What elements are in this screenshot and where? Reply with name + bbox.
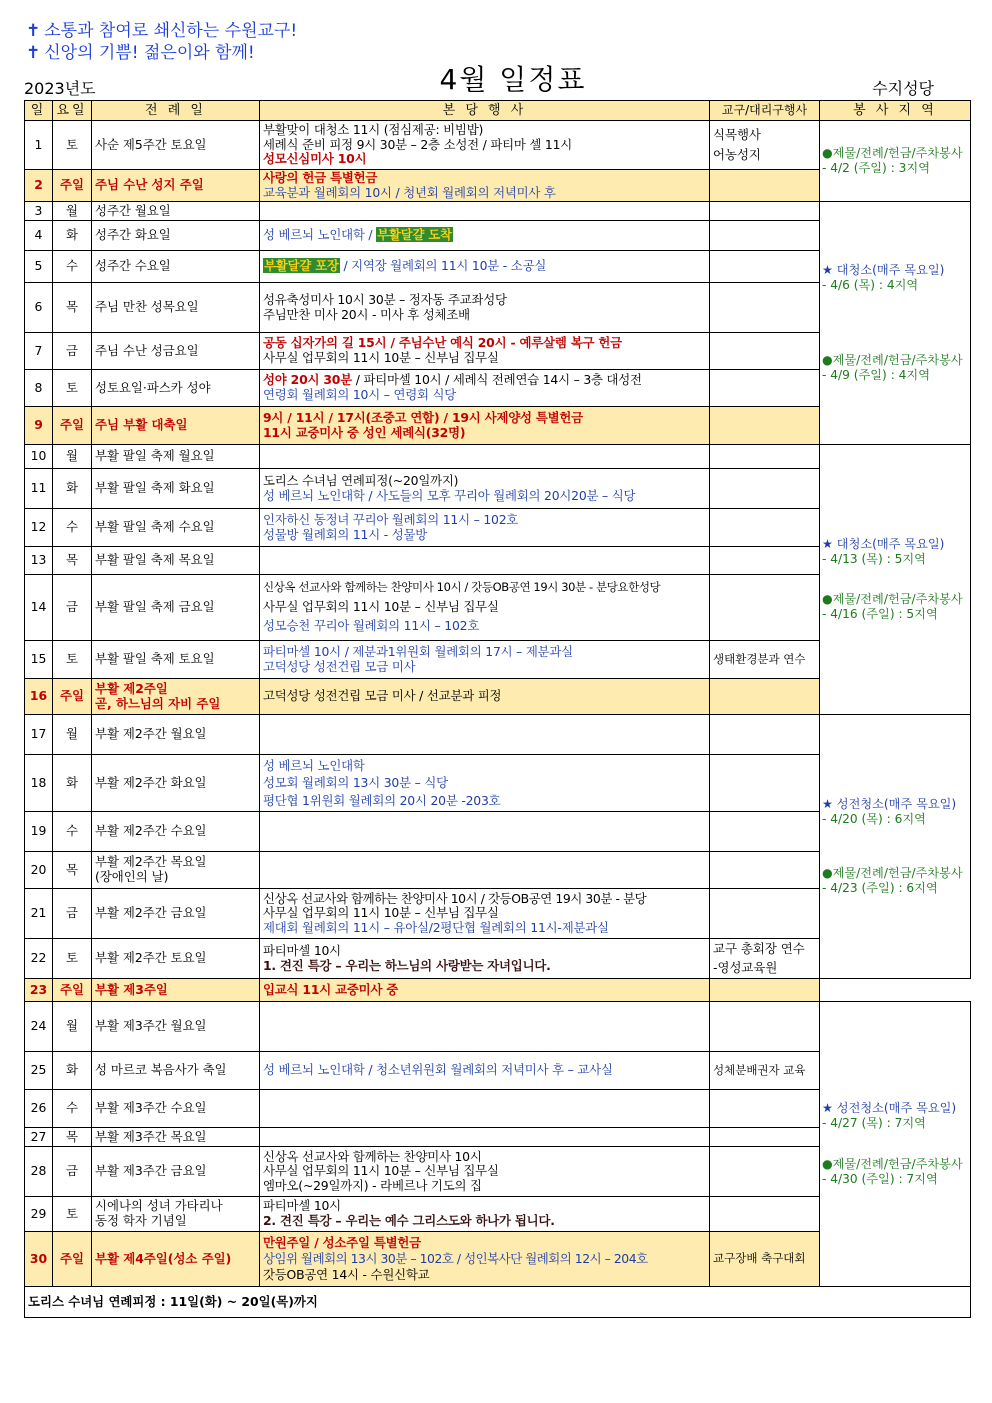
table-row: 22 토 부활 제2주간 토요일 파티마셀 10시 1. 견진 특강 – 우리는 하느님의 사랑받는 자녀입니다. 교구 총회장 연수 -영성교육원 <box>25 939 971 979</box>
cross-icon: ✝ <box>26 43 41 63</box>
events-cell: 성유축성미사 10시 30분 – 정자동 주교좌성당 주님만찬 미사 20시 - 미사 후 성체조배 <box>260 283 710 333</box>
events-cell: 부활맞이 대청소 11시 (점심제공: 비빔밥) 세례식 준비 피정 9시 30분 – 2층 소성전 / 파티마 셀 11시 성모신심미사 10시 <box>260 121 710 170</box>
col-weekday: 요일 <box>53 101 92 121</box>
table-row: 29 토 시에나의 성녀 가타리나 동정 학자 기념일 파티마셀 10시 2. 견진 특강 – 우리는 예수 그리스도와 하나가 됩니다. <box>25 1197 971 1232</box>
table-row: 23 주일 부활 제3주일 입교식 11시 교중미사 중 <box>25 979 971 1002</box>
table-row: 9 주일 주님 부활 대축일 9시 / 11시 / 17시(조중고 연합) / 19시 사제양성 특별헌금 11시 교중미사 중 성인 세례식(32명) <box>25 407 971 445</box>
col-service-area: 봉 사 지 역 <box>820 101 971 121</box>
table-row: 8 토 성토요일·파스카 성야 성야 20시 30분 / 파티마셀 10시 / 세례식 전례연습 14시 – 3층 대성전 연령회 월례회의 10시 – 연령회 식당 <box>25 370 971 407</box>
diocese-cell: 교구장배 축구대회 <box>710 1232 820 1287</box>
parish-name: 수지성당 <box>872 79 934 98</box>
table-row: 2 주일 주님 수난 성지 주일 사랑의 헌금 특별헌금 교육분과 월례회의 10시 / 청년회 월례회의 저녁미사 후 <box>25 170 971 202</box>
highlight-badge: 부활달걀 포장 <box>264 258 339 274</box>
events-cell: 성 베르뇌 노인대학 / 청소년위원회 월례회의 저녁미사 후 – 교사실 <box>260 1052 710 1090</box>
year-label: 2023년도 <box>24 79 96 98</box>
table-row: 13 목 부활 팔일 축제 목요일 <box>25 547 971 575</box>
events-cell: 만원주일 / 성소주일 특별헌금 상임위 월례회의 13시 30분 – 102호 / 성인복사단 월례회의 12시 – 204호 갓등OB공연 14시 - 수원신학교 <box>260 1232 710 1287</box>
cross-icon: ✝ <box>26 21 41 41</box>
table-row: 6 목 주님 만찬 성목요일 성유축성미사 10시 30분 – 정자동 주교좌성당 주님만찬 미사 20시 - 미사 후 성체조배 <box>25 283 971 333</box>
table-row: 12 수 부활 팔일 축제 수요일 인자하신 동정녀 꾸리아 월례회의 11시 – 102호 성물방 월례회의 11시 - 성물방 <box>25 509 971 547</box>
table-row: 28 금 부활 제3주간 금요일 신상옥 선교사와 함께하는 찬양미사 10시 사무실 업무회의 11시 10분 – 신부님 집무실 엠마오(~29일까지) - 라베르나 기도의 집 <box>25 1147 971 1197</box>
events-cell: 성야 20시 30분 / 파티마셀 10시 / 세례식 전례연습 14시 – 3층 대성전 연령회 월례회의 10시 – 연령회 식당 <box>260 370 710 407</box>
col-liturgy: 전 례 일 <box>92 101 260 121</box>
table-row: 15 토 부활 팔일 축제 토요일 파티마셀 10시 / 제분과1위원회 월례회의 17시 – 제분과실 고덕성당 성전건립 모금 미사 생태환경분과 연수 <box>25 641 971 679</box>
events-cell: 파티마셀 10시 1. 견진 특강 – 우리는 하느님의 사랑받는 자녀입니다. <box>260 939 710 979</box>
table-row: 10 월 부활 팔일 축제 월요일 ★ 대청소(매주 목요일) - 4/13 (목) : 5지역 ●제물/전례/헌금/주차봉사 - 4/16 (주일) : 5지역 <box>25 445 971 469</box>
service-block: ●제물/전례/헌금/주차봉사 - 4/2 (주일) : 3지역 <box>820 121 971 202</box>
events-cell: 파티마셀 10시 / 제분과1위원회 월례회의 17시 – 제분과실 고덕성당 성전건립 모금 미사 <box>260 641 710 679</box>
table-row: 27 목 부활 제3주간 목요일 <box>25 1128 971 1147</box>
table-row: 21 금 부활 제2주간 금요일 신상옥 선교사와 함께하는 찬양미사 10시 / 갓등OB공연 19시 30분 - 분당 사무실 업무회의 11시 10분 – 신부님 집무실 제대회 월례회의 11시 – 유아실/2평단협 월례회의 11시-제분과실 <box>25 889 971 939</box>
diocese-cell: 교구 총회장 연수 -영성교육원 <box>710 939 820 979</box>
diocese-cell: 성체분배권자 교육 <box>710 1052 820 1090</box>
table-row: 5 수 성주간 수요일 부활달걀 포장 / 지역장 월례회의 11시 10분 - 소공실 <box>25 251 971 283</box>
schedule-table <box>24 100 971 1318</box>
table-row: 24 월 부활 제3주간 월요일 ★ 성전청소(매주 목요일) - 4/27 (목) : 7지역 ●제물/전례/헌금/주차봉사 - 4/30 (주일) : 7지역 <box>25 1002 971 1052</box>
table-row: 16 주일 부활 제2주일 곧, 하느님의 자비 주일 고덕성당 성전건립 모금 미사 / 선교분과 피정 <box>25 679 971 715</box>
events-cell: 공동 십자가의 길 15시 / 주님수난 예식 20시 - 예루살렘 복구 헌금 사무실 업무회의 11시 10분 – 신부님 집무실 <box>260 333 710 370</box>
table-row: 11 화 부활 팔일 축제 화요일 도리스 수녀님 연례피정(~20일까지) 성 베르뇌 노인대학 / 사도들의 모후 꾸리아 월례회의 20시20분 – 식당 <box>25 469 971 509</box>
table-row: 30 주일 부활 제4주일(성소 주일) 만원주일 / 성소주일 특별헌금 상임위 월례회의 13시 30분 – 102호 / 성인복사단 월례회의 12시 – 204호 갓등OB공연 14시 - 수원신학교 교구장배 축구대회 <box>25 1232 971 1287</box>
table-row: 3 월 성주간 월요일 ★ 대청소(매주 목요일) - 4/6 (목) : 4지역 ●제물/전례/헌금/주차봉사 - 4/9 (주일) : 4지역 <box>25 202 971 221</box>
page-title: 4월 일정표 <box>410 58 616 102</box>
table-row: 20 목 부활 제2주간 목요일 (장애인의 날) <box>25 852 971 889</box>
events-cell: 입교식 11시 교중미사 중 <box>260 979 710 1002</box>
slogan-line-2: ✝ 신앙의 기쁨! 젊은이와 함께! <box>26 43 255 63</box>
footnote-row <box>25 1287 971 1318</box>
col-diocese-events: 교구/대리구행사 <box>710 101 820 121</box>
diocese-cell: 식목행사 어농성지 <box>710 121 820 170</box>
table-row: 4 화 성주간 화요일 성 베르뇌 노인대학 / 부활달걀 도착 <box>25 221 971 251</box>
events-cell: 인자하신 동정녀 꾸리아 월례회의 11시 – 102호 성물방 월례회의 11시 - 성물방 <box>260 509 710 547</box>
table-row: 26 수 부활 제3주간 수요일 <box>25 1090 971 1128</box>
table-row: 19 수 부활 제2주간 수요일 <box>25 812 971 852</box>
events-cell: 사랑의 헌금 특별헌금 교육분과 월례회의 10시 / 청년회 월례회의 저녁미사 후 <box>260 170 710 202</box>
table-row: 25 화 성 마르코 복음사가 축일 성 베르뇌 노인대학 / 청소년위원회 월례회의 저녁미사 후 – 교사실 성체분배권자 교육 <box>25 1052 971 1090</box>
service-block: ★ 성전청소(매주 목요일) - 4/20 (목) : 6지역 ●제물/전례/헌금/주차봉사 - 4/23 (주일) : 6지역 <box>820 715 971 979</box>
service-block: ★ 성전청소(매주 목요일) - 4/27 (목) : 7지역 ●제물/전례/헌금/주차봉사 - 4/30 (주일) : 7지역 <box>820 1002 971 1287</box>
events-cell: 파티마셀 10시 2. 견진 특강 – 우리는 예수 그리스도와 하나가 됩니다. <box>260 1197 710 1232</box>
table-row: 17 월 부활 제2주간 월요일 ★ 성전청소(매주 목요일) - 4/20 (목) : 6지역 ●제물/전례/헌금/주차봉사 - 4/23 (주일) : 6지역 <box>25 715 971 755</box>
events-cell: 신상옥 선교사와 함께하는 찬양미사 10시 사무실 업무회의 11시 10분 – 신부님 집무실 엠마오(~29일까지) - 라베르나 기도의 집 <box>260 1147 710 1197</box>
diocese-cell: 생태환경분과 연수 <box>710 641 820 679</box>
table-row: 7 금 주님 수난 성금요일 공동 십자가의 길 15시 / 주님수난 예식 20시 - 예루살렘 복구 헌금 사무실 업무회의 11시 10분 – 신부님 집무실 <box>25 333 971 370</box>
events-cell: 9시 / 11시 / 17시(조중고 연합) / 19시 사제양성 특별헌금 11시 교중미사 중 성인 세례식(32명) <box>260 407 710 445</box>
events-cell: 고덕성당 성전건립 모금 미사 / 선교분과 피정 <box>260 679 710 715</box>
events-cell: 성 베르뇌 노인대학 성모회 월례회의 13시 30분 – 식당 평단협 1위원회 월례회의 20시 20분 -203호 <box>260 755 710 812</box>
highlight-badge: 부활달걀 도착 <box>377 227 452 243</box>
service-block: ★ 대청소(매주 목요일) - 4/13 (목) : 5지역 ●제물/전례/헌금/주차봉사 - 4/16 (주일) : 5지역 <box>820 445 971 715</box>
events-cell: 성 베르뇌 노인대학 / 부활달걀 도착 <box>260 221 710 251</box>
events-cell: 신상옥 선교사와 함께하는 찬양미사 10시 / 갓등OB공연 19시 30분 - 분당 사무실 업무회의 11시 10분 – 신부님 집무실 제대회 월례회의 11시 – 유아실/2평단협 월례회의 11시-제분과실 <box>260 889 710 939</box>
events-cell: 부활달걀 포장 / 지역장 월례회의 11시 10분 - 소공실 <box>260 251 710 283</box>
footnote: 도리스 수녀님 연례피정 : 11일(화) ~ 20일(목)까지 <box>25 1287 971 1318</box>
events-cell: 신상옥 선교사와 함께하는 찬양미사 10시 / 갓등OB공연 19시 30분 - 분당요한성당 사무실 업무회의 11시 10분 – 신부님 집무실 성모승천 꾸리아 월례회의 11시 – 102호 <box>260 575 710 641</box>
slogan-line-1: ✝ 소통과 참여로 쇄신하는 수원교구! <box>26 21 298 41</box>
table-header <box>25 101 971 121</box>
table-row: 14 금 부활 팔일 축제 금요일 신상옥 선교사와 함께하는 찬양미사 10시 / 갓등OB공연 19시 30분 - 분당요한성당 사무실 업무회의 11시 10분 – 신부님 집무실 성모승천 꾸리아 월례회의 11시 – 102호 <box>25 575 971 641</box>
table-row: 18 화 부활 제2주간 화요일 성 베르뇌 노인대학 성모회 월례회의 13시 30분 – 식당 평단협 1위원회 월례회의 20시 20분 -203호 <box>25 755 971 812</box>
service-block: ★ 대청소(매주 목요일) - 4/6 (목) : 4지역 ●제물/전례/헌금/주차봉사 - 4/9 (주일) : 4지역 <box>820 202 971 445</box>
col-day: 일 <box>25 101 53 121</box>
col-parish-events: 본 당 행 사 <box>260 101 710 121</box>
events-cell: 도리스 수녀님 연례피정(~20일까지) 성 베르뇌 노인대학 / 사도들의 모후 꾸리아 월례회의 20시20분 – 식당 <box>260 469 710 509</box>
table-row: 1 토 사순 제5주간 토요일 부활맞이 대청소 11시 (점심제공: 비빔밥) 세례식 준비 피정 9시 30분 – 2층 소성전 / 파티마 셀 11시 성모신심미사 10시 식목행사 어농성지 ●제물/전례/헌금/주차봉사 - 4/2 (주일) : 3지역 <box>25 121 971 170</box>
